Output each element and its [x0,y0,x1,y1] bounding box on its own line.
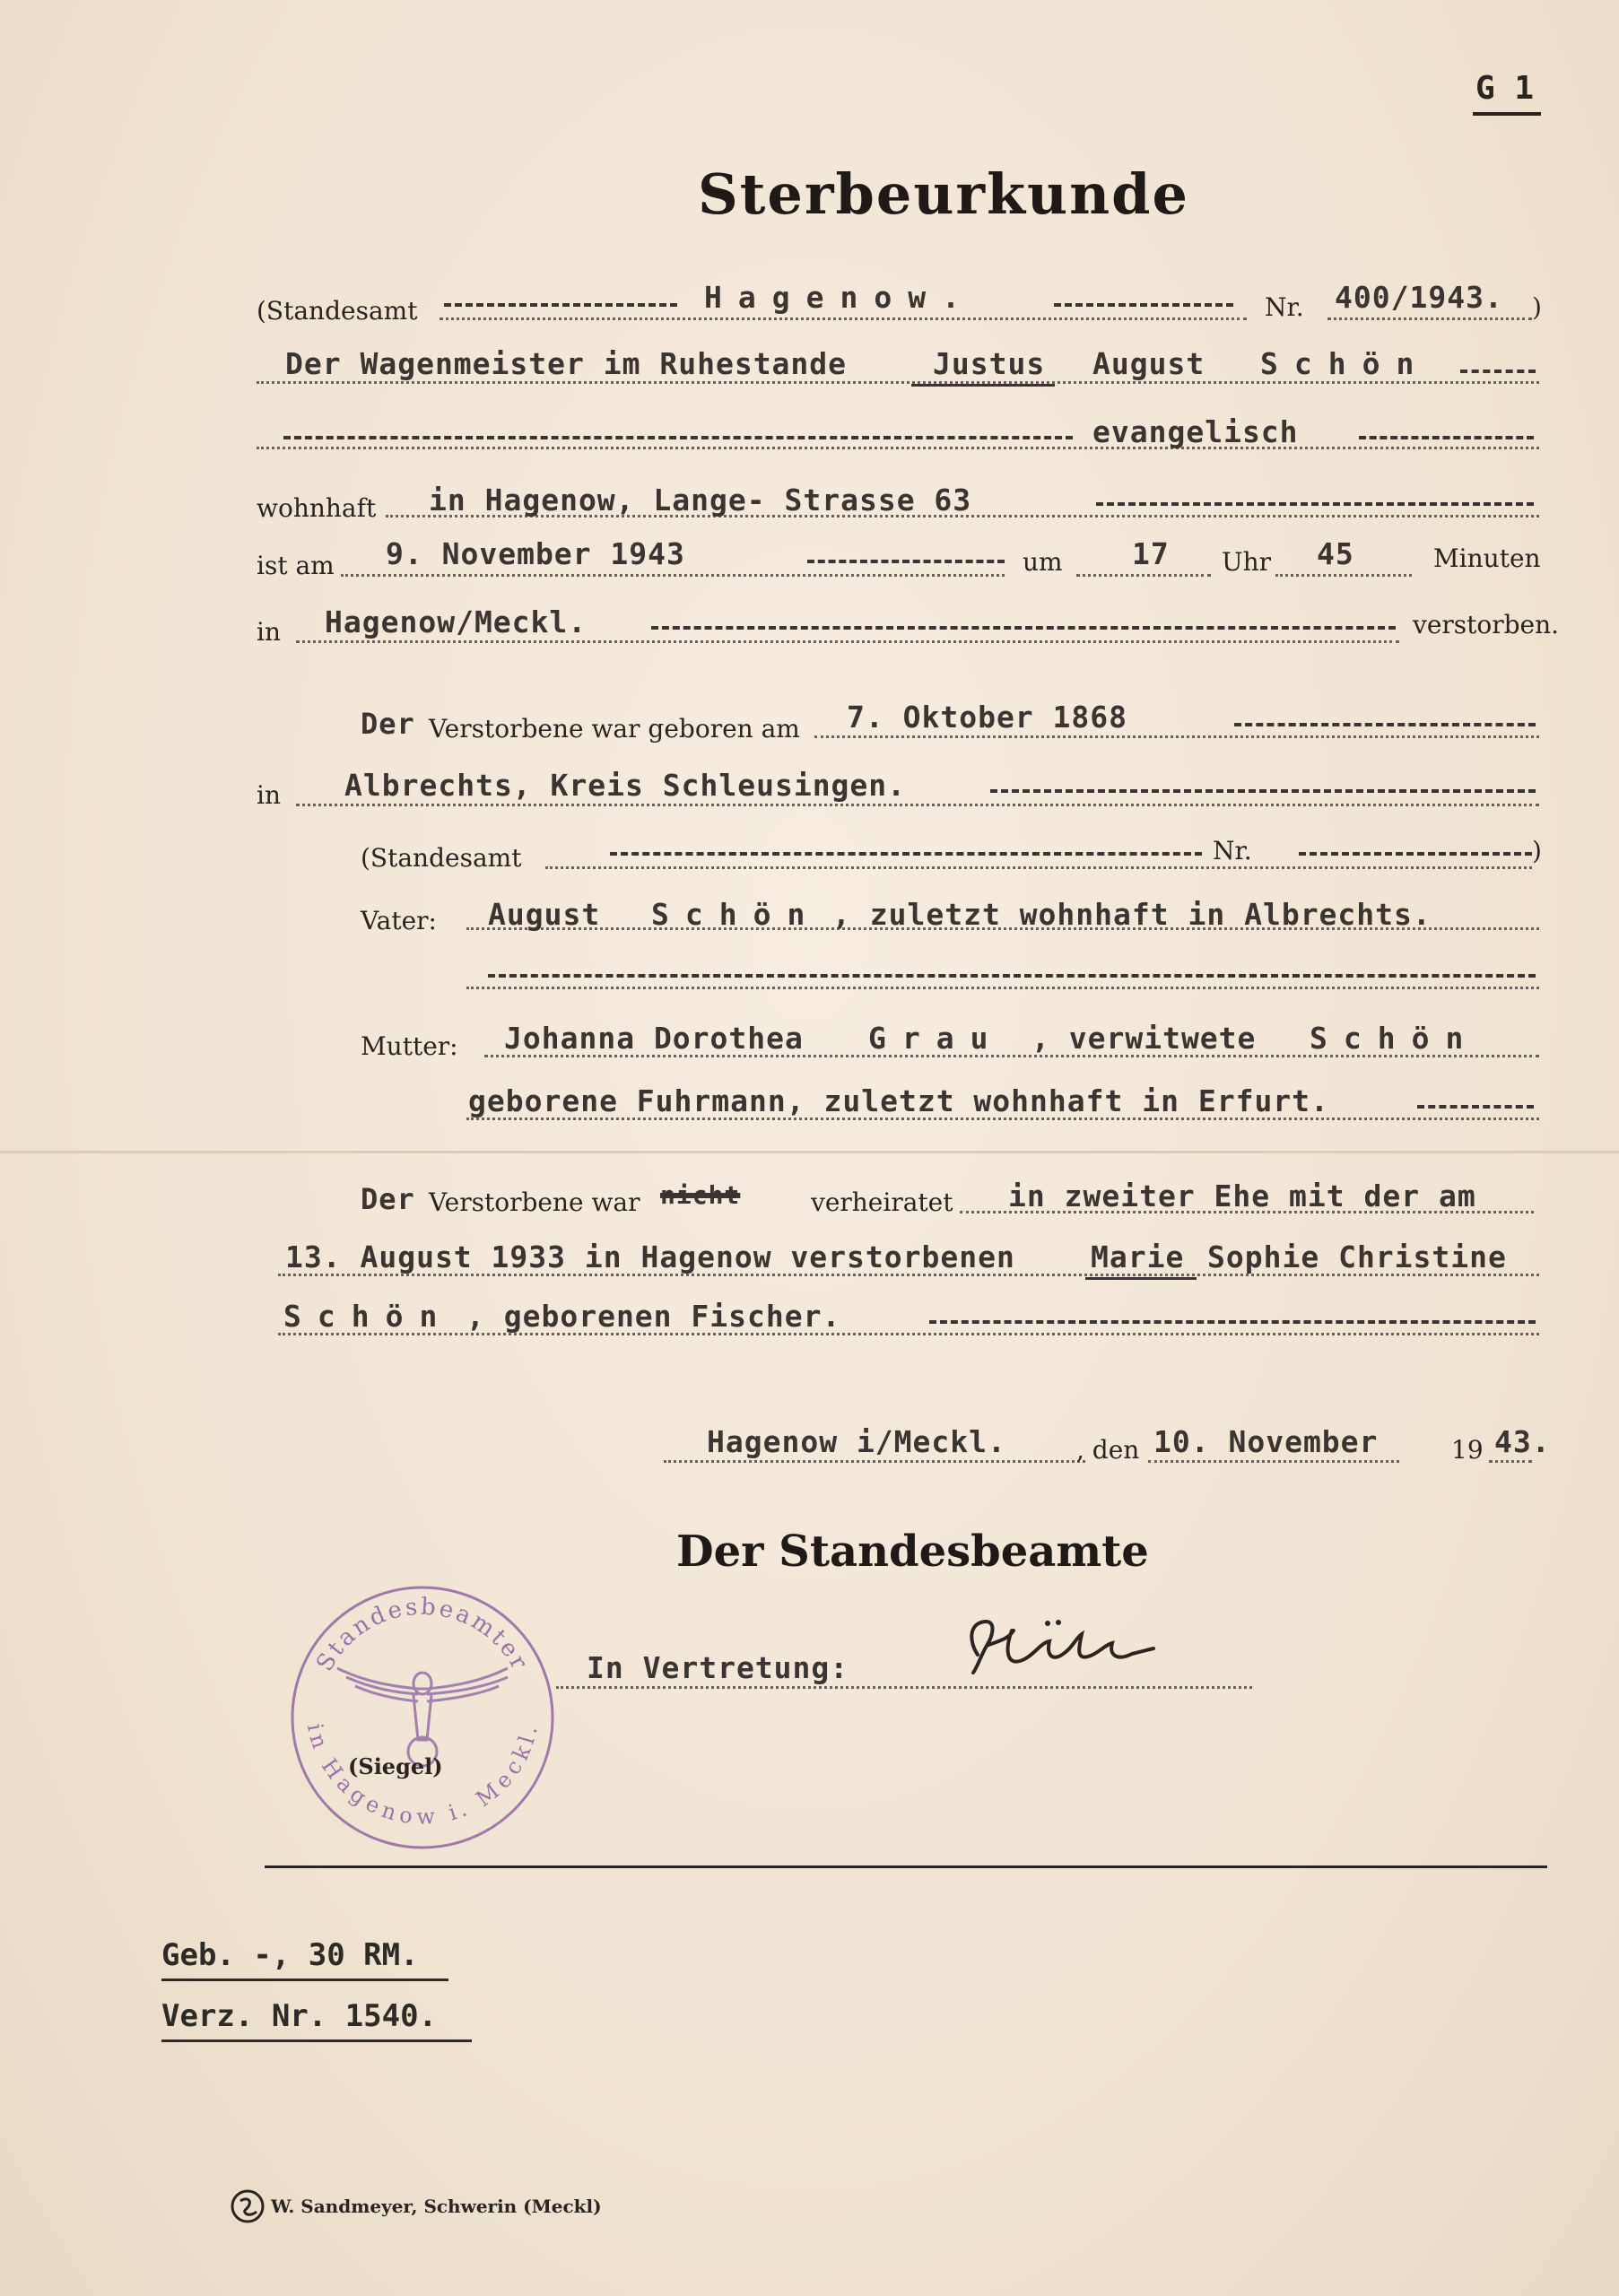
printer-logo-icon [230,2188,265,2224]
deceased-middle-name: August [1092,346,1206,381]
death-hour: 17 [1132,536,1170,571]
death-date: 9. November 1943 [386,536,685,571]
printer-name: W. Sandmeyer, Schwerin (Meckl) [271,2196,602,2217]
deceased-religion: evangelisch [1092,414,1299,449]
father-name: August [488,897,601,932]
nr-label: Nr. [1265,292,1304,322]
first-name-underline [911,384,1055,387]
dateline-place: Hagenow i/Meckl. [707,1424,1006,1459]
svg-text:in Hagenow i. Meckl.: in Hagenow i. Meckl. [301,1721,544,1830]
registry-name: Hagenow. [704,280,976,315]
birth-label: Verstorbene war geboren am [429,714,800,744]
father-surname: Schön [651,897,822,932]
registry-label: (Standesamt [257,296,418,326]
residence-value: in Hagenow, Lange- Strasse 63 [429,483,972,517]
mother-surname: Schön [1310,1021,1480,1056]
residence-label: wohnhaft [257,493,377,523]
dateline-year: 43. [1494,1424,1551,1459]
marriage-text-1: in zweiter Ehe mit der am [1008,1178,1476,1213]
official-seal [283,1583,561,1852]
mother-maiden-name: Grau [868,1021,1005,1056]
certificate-page: G 1 Sterbeurkunde (Standesamt Hagenow. Nr. 400/1943. ) Der Wagenmeister im Ruhestande Justus August Schön evangelisch wohnhaft in Hagenow, Lange- Strasse 63 ist am 9. November 1943 um 17 Uhr 45 Minuten in Hagenow/Meckl. verstorben. Der Verstorbene war geboren am 7. Oktober 1868 in Albrechts, Kreis Schleusingen. (Standesamt Nr. ) Vater: August Schön , zuletzt wohnhaft in Albrechts. Mutter: Johanna Dorothea Grau , verwitwete Schön geborene Fuhrmann, zuletzt wohnhaft in Erfurt. Der Verstorbene war nicht verheiratet in zweiter Ehe mit der am 13. August 1933 in Hagenow verstorbenen Marie Sophie Christine Schön , geborenen Fischer. Hagenow i/Meckl. , den 10. November 19 43. Der Standesbeamte In Vertretung: Standesbeamter in Hagenow i. Meckl. (Siegel) Geb. -, 30 RM. Verz. Nr. 1540. W. Sandmeyer, Schwerin (Meckl) [0,0,1619,2296]
deceased-occupation: Der Wagenmeister im Ruhestande [285,346,848,381]
fee-amount: Geb. -, 30 RM. [161,1937,419,1973]
form-code-underline [1473,112,1541,116]
death-place: Hagenow/Meckl. [325,604,588,639]
paper-fold [0,1151,1619,1153]
mother-label: Mutter: [361,1031,458,1061]
marriage-text-2: 13. August 1933 in Hagenow verstorbenen [285,1239,1015,1274]
death-minute: 45 [1317,536,1354,571]
father-label: Vater: [361,906,437,935]
seal-label: (Siegel) [348,1753,443,1779]
separator-rule [265,1866,1547,1868]
spouse-first-name: Marie [1091,1239,1185,1274]
dateline-date: 10. November [1153,1424,1379,1459]
in-vertretung-label: In Vertretung: [587,1650,849,1685]
deceased-surname: Schön [1260,346,1431,381]
document-title: Sterbeurkunde [698,161,1189,227]
form-code: G 1 [1475,70,1535,107]
mother-name: Johanna Dorothea [504,1021,804,1056]
official-title: Der Standesbeamte [676,1526,1149,1577]
mother-details: geborene Fuhrmann, zuletzt wohnhaft in Erfurt. [468,1083,1329,1118]
register-number: Verz. Nr. 1540. [161,1998,438,2034]
struck-word: nicht [660,1180,741,1210]
svg-text:Standesbeamter: Standesbeamter [311,1593,535,1676]
registry-number: 400/1943. [1335,280,1503,315]
handwritten-signature [942,1596,1211,1704]
birth-place: Albrechts, Kreis Schleusingen. [344,768,907,803]
deceased-first-name: Justus [933,346,1046,381]
birth-date: 7. Oktober 1868 [847,700,1128,735]
spouse-surname: Schön [283,1299,454,1334]
father-residence: , zuletzt wohnhaft in Albrechts. [832,897,1432,932]
